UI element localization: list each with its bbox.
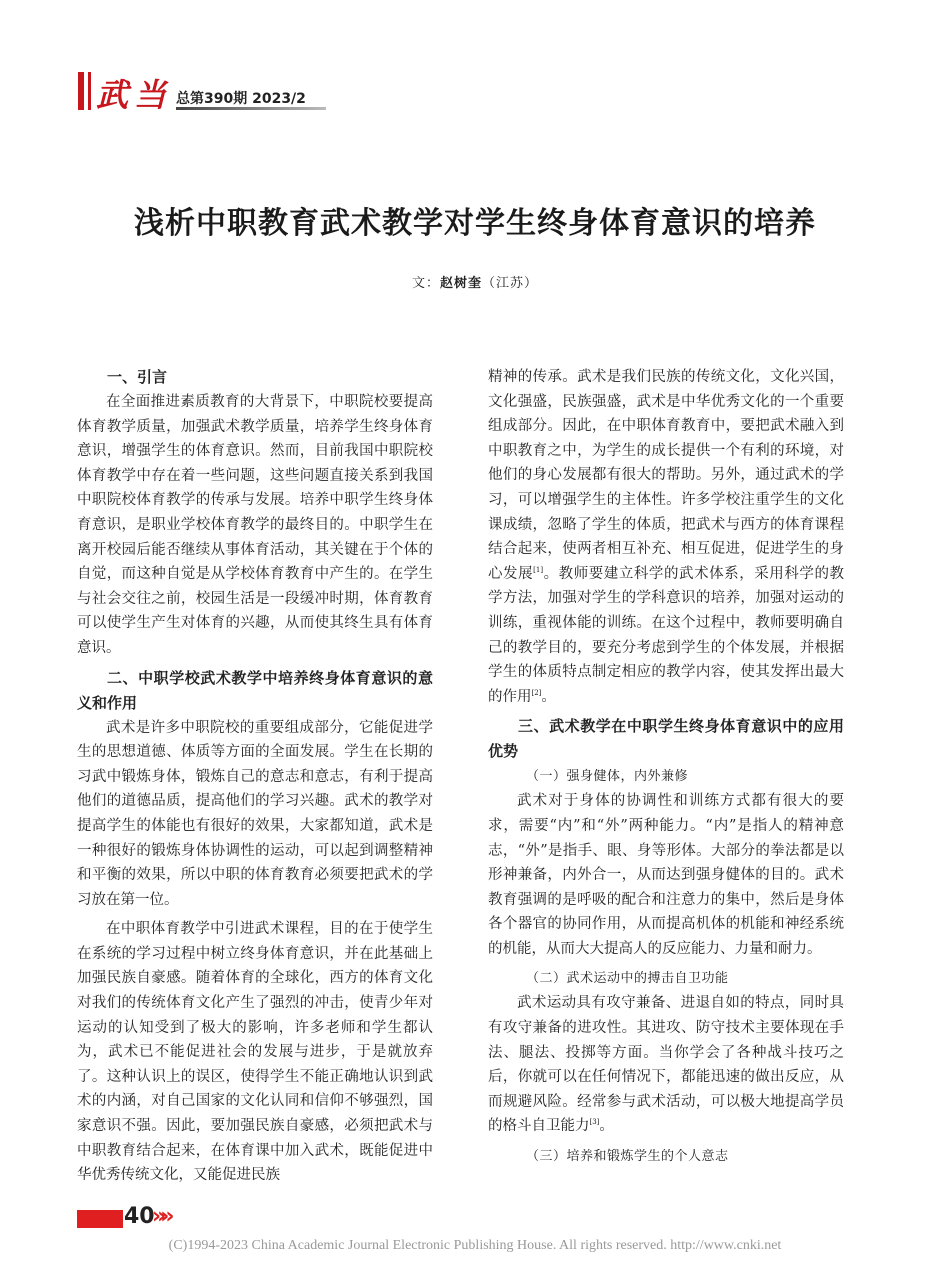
subheading-strengthen-body: （一）强身健体，内外兼修	[526, 769, 689, 785]
subheading-self-defense: （二）武术运动中的搏击自卫功能	[526, 971, 729, 987]
page-number: 40	[124, 1204, 155, 1229]
reference-2: [2]	[531, 688, 542, 697]
paragraph-continuation-text-a: 精神的传承。武术是我们民族的传统文化，文化兴国，文化强盛，民族强盛，武术是中华优秀文化的一个重要组成部分。因此，在中职体育教育中，要把武术融入到中职教育之中，为学生的成长提供一个有利的环境，对他们的身心发展都有很大的帮助。另外，通过武术的学习，可以增强学生的主体性。许多学校注重学生的文化课成绩，忽略了学生的体质，把武术与西方的体育课程结合起来，使两者相互补充、相互促进，促进学生的身心发展	[488, 369, 844, 582]
paragraph-continuation-text-b: 。教师要建立科学的武术体系，采用科学的教学方法，加强对学生的学科意识的培养，加强对运动的训练，重视体能的训练。在这个过程中，教师要明确自己的教学目的，要充分考虑到学生的个体发展，并根据学生的体质特点制定相应的教学内容，使其发挥出最大的作用	[488, 565, 844, 705]
journal-logo: 武当	[96, 76, 173, 114]
paragraph-continuation-text-c: 。	[541, 688, 556, 705]
section-heading-two: 二、中职学校武术教学中培养终身体育意识的意义和作用	[77, 668, 433, 712]
byline-prefix: 文：	[411, 276, 440, 291]
author-name: 赵树奎	[439, 276, 482, 291]
copyright-notice: (C)1994-2023 China Academic Journal Electronic Publishing House. All rights reserved. http://www.cnki.net	[168, 1238, 782, 1253]
right-column	[488, 365, 844, 1169]
double-chevron-icon: »»	[152, 1204, 169, 1229]
footer-red-bar	[77, 1210, 123, 1228]
issue-info: 总第390期 2023/2	[176, 91, 306, 107]
paragraph-intro: 在全面推进素质教育的大背景下，中职院校要提高体育教学质量，加强武术教学质量，培养学生终身体育意识，增强学生的体育意识。然而，目前我国中职院校体育教学中存在着一些问题，这些问题直接关系到我国中职院校体育教学的传承与发展。培养中职学生终身体育意识，是职业学校体育教学的最终目的。中职学生在离开校园后能否继续从事体育活动，其关键在于个体的自觉，而这种自觉是从学校体育教育中产生的。在学生与社会交往之前，校园生活是一段缓冲时期，体育教育可以使学生产生对体育的兴趣，从而使其终生具有体育意识。	[77, 394, 433, 656]
section-heading-intro: 一、引言	[107, 368, 168, 386]
reference-3: [3]	[589, 1118, 600, 1127]
header-underline	[176, 107, 326, 110]
subheading-willpower: （三）培养和锻炼学生的个人意志	[526, 1149, 729, 1165]
reference-1: [1]	[533, 565, 544, 574]
paragraph-continuation	[488, 365, 844, 709]
left-column	[77, 365, 433, 1188]
paragraph-self-defense-text-a: 武术运动具有攻守兼备、进退自如的特点，同时具有攻守兼备的进攻性。其进攻、防守技术主要体现在手法、腿法、投掷等方面。当你学会了各种战斗技巧之后，你就可以在任何情况下，都能迅速的做出反应，从而规避风险。经常参与武术活动，可以极大地提高学员的格斗自卫能力	[488, 995, 844, 1135]
section-heading-three: 三、武术教学在中职学生终身体育意识中的应用优势	[488, 717, 844, 761]
author-region: （江苏）	[482, 276, 539, 291]
header-red-bar-thin	[88, 72, 91, 110]
byline	[0, 272, 950, 291]
paragraph-self-defense	[488, 991, 844, 1139]
paragraph-strengthen-body: 武术对于身体的协调性和训练方式都有很大的要求，需要“内”和“外”两种能力。“内”是指人的精神意志，“外”是指手、眼、身等形体。大部分的拳法都是以形神兼备，内外合一，从而达到强身健体的目的。武术教育强调的是呼吸的配合和注意力的集中，然后是身体各个器官的协同作用，从而提高机体的机能和神经系统的机能，从而大大提高人的反应能力、力量和耐力。	[488, 793, 844, 957]
header-red-bar	[78, 72, 84, 110]
paragraph-significance: 武术是许多中职院校的重要组成部分，它能促进学生的思想道德、体质等方面的全面发展。学生在长期的习武中锻炼身体，锻炼自己的意志和意志，有利于提高他们的道德品质，提高他们的学习兴趣。武术的教学对提高学生的体能也有很好的效果，大家都知道，武术是一种很好的锻炼身体协调性的运动，可以起到调整精神和平衡的效果，所以中职的体育教育必须要把武术的学习放在第一位。	[77, 719, 433, 908]
paragraph-self-defense-text-b: 。	[599, 1118, 614, 1135]
paragraph-introduce-wushu: 在中职体育教学中引进武术课程，目的在于使学生在系统的学习过程中树立终身体育意识，并在此基础上加强民族自豪感。随着体育的全球化，西方的体育文化对我们的传统体育文化产生了强烈的冲击，使青少年对运动的认知受到了极大的影响，许多老师和学生都认为，武术已不能促进社会的发展与进步，于是就放弃了。这种认识上的误区，使得学生不能正确地认识到武术的内涵，对自己国家的文化认同和信仰不够强烈，国家意识不强。因此，要加强民族自豪感，必须把武术与中职教育结合起来，在体育课中加入武术，既能促进中华优秀传统文化，又能促进民族	[77, 921, 433, 1184]
article-title: 浅析中职教育武术教学对学生终身体育意识的培养	[134, 206, 816, 241]
